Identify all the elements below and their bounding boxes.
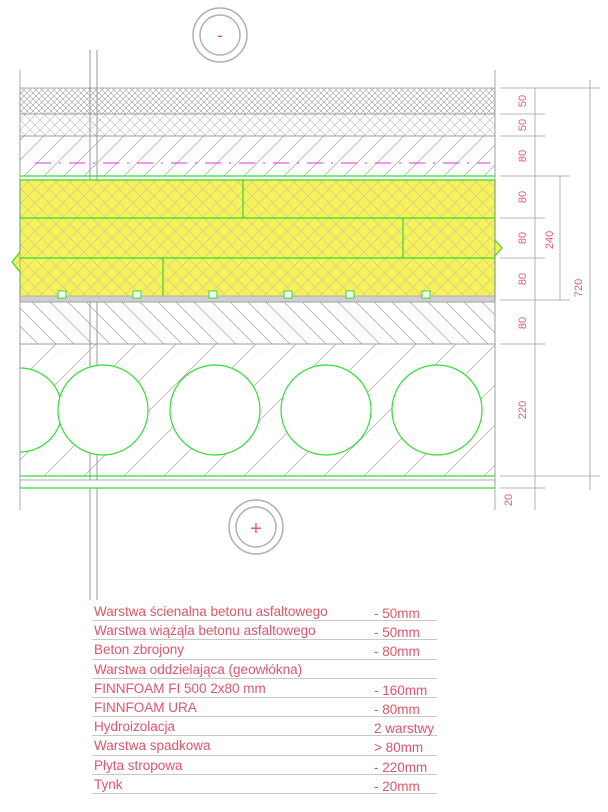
legend-row	[92, 602, 437, 621]
legend-row	[92, 679, 437, 698]
dim-floor-slab: 220	[517, 400, 529, 420]
top-marker-sign: -	[217, 25, 223, 45]
dim-slope-layer: 80	[517, 316, 529, 330]
dim-insulation-2: 80	[517, 231, 529, 245]
bottom-marker-sign: +	[250, 518, 262, 540]
legend-label: Hydroizolacja	[94, 719, 176, 735]
legend-row	[92, 621, 437, 640]
layer-reinforced-concrete	[20, 136, 495, 176]
legend-label: Warstwa oddzielająca (geowłókna)	[94, 661, 303, 677]
legend-value: 2 warstwy	[374, 721, 435, 737]
layer-legend	[92, 602, 437, 794]
dimension-lines	[500, 80, 600, 510]
legend-row	[92, 717, 437, 736]
legend-row	[92, 736, 437, 755]
layer-asphalt-wear	[20, 88, 495, 114]
legend-label: Tynk	[94, 776, 123, 792]
legend-value: > 80mm	[374, 740, 424, 756]
layer-asphalt-binder	[20, 114, 495, 136]
legend-row	[92, 640, 437, 659]
legend-label: Beton zbrojony	[94, 642, 185, 658]
dim-insulation-1: 80	[517, 190, 529, 204]
layer-plaster	[20, 480, 495, 488]
legend-row	[92, 775, 437, 794]
legend-row	[92, 698, 437, 717]
legend-value: - 50mm	[374, 625, 420, 641]
layer-stack	[12, 70, 502, 510]
dim-asphalt-binder: 50	[517, 118, 529, 132]
legend-label: FINNFOAM URA	[94, 699, 197, 715]
legend-label: Płyta stropowa	[94, 757, 183, 773]
legend-value: - 50mm	[374, 606, 420, 621]
legend-row	[92, 660, 437, 679]
legend-label: Warstwa spadkowa	[94, 738, 211, 754]
dim-insulation-3: 80	[517, 272, 529, 286]
legend-value: - 80mm	[374, 701, 420, 717]
dimension-labels	[503, 95, 585, 506]
dim-reinforced-concrete: 80	[517, 149, 529, 163]
legend-value: - 160mm	[374, 682, 428, 698]
legend-label: Warstwa wiążąla betonu asfaltowego	[94, 623, 316, 639]
layer-finnfoam-insulation	[12, 180, 495, 300]
legend-row	[92, 756, 437, 775]
layer-slope	[20, 302, 495, 344]
dim-insulation-group: 240	[544, 230, 556, 250]
legend-value: - 80mm	[374, 644, 420, 660]
dim-asphalt-wear: 50	[517, 94, 529, 108]
legend-label: Warstwa ścienalna betonu asfaltowego	[94, 604, 328, 619]
legend-label: FINNFOAM FI 500 2x80 mm	[94, 680, 266, 696]
legend-value: - 20mm	[374, 778, 420, 794]
dim-plaster: 20	[503, 493, 515, 507]
dim-total: 720	[573, 278, 585, 298]
bottom-marker	[229, 500, 283, 554]
legend-value: - 220mm	[374, 759, 428, 775]
top-marker	[193, 8, 247, 62]
